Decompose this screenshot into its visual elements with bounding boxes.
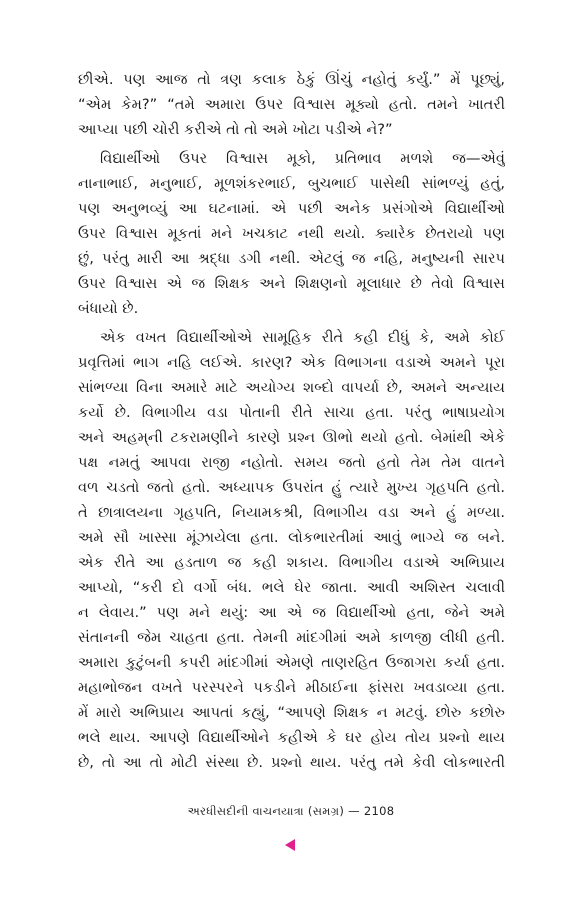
- text-line: છીએ. પણ આજ તો ત્રણ કલાક ઠેકું ઊંચું નહોતું કર્યું.” મેં પૂછ્યું,: [78, 71, 505, 88]
- text-line: વળ ચડતો જતો હતો. અધ્યાપક ઉપરાંત હું ત્યારે મુખ્ય ગૃહપતિ હતો.: [78, 479, 505, 496]
- text-line: છું, પરંતુ મારી આ શ્રદ્ધા ડગી નથી. એટલું જ નહિ, મનુષ્યની સારપ: [78, 250, 505, 267]
- text-line: નાનાભાઈ, મનુભાઈ, મૂળશંકરભાઈ, બુચભાઈ પાસેથી સાંભળ્યું હતું,: [78, 175, 505, 192]
- text-line: પક્ષ નમતું આપવા રાજી નહોતો. સમય જતો હતો તેમ તેમ વાતને: [78, 454, 505, 471]
- text-line: મહાભોજન વખતે પરસ્પરને પકડીને મીઠાઈના ફાંસરા ખવડાવ્યા હતા.: [78, 679, 505, 696]
- text-line: ભલે થાય. આપણે વિદ્યાર્થીઓને કહીએ કે ઘર હોય તોય પ્રશ્નો થાય: [78, 729, 505, 746]
- text-line: વિદ્યાર્થીઓ ઉપર વિશ્વાસ મૂકો, પ્રતિભાવ મળશે જ—એવું: [100, 150, 505, 167]
- text-line: “એમ કેમ?” “તમે અમારા ઉપર વિશ્વાસ મૂક્યો હતો. તમને ખાતરી: [78, 96, 505, 113]
- text-line: ઉપર વિશ્વાસ એ જ શિક્ષક અને શિક્ષણનો મૂલાધાર છે તેવો વિશ્વાસ: [78, 275, 505, 292]
- text-line: પણ અનુભવ્યું આ ઘટનામાં. એ પછી અનેક પ્રસંગોએ વિદ્યાર્થીઓ: [78, 200, 505, 217]
- text-line: અમારા કુટુંબની કપરી માંદગીમાં એમણે તાણરહિત ઉજાગરા કર્યા હતા.: [78, 654, 505, 671]
- text-line: છે, તો આ તો મોટી સંસ્થા છે. પ્રશ્નો થાય. પરંતુ તમે કેવી લોકભારતી: [78, 754, 505, 771]
- text-line: અને અહમ્‌ની ટકરામણીને કારણે પ્રશ્ન ઊભો થયો હતો. બેમાંથી એકે: [78, 429, 505, 446]
- text-line: આપ્યા પછી ચોરી કરીએ તો તો અમે ખોટા પડીએ ને?”: [78, 121, 393, 138]
- text-line: મેં મારો અભિપ્રાય આપતાં કહ્યું, “આપણે શિક્ષક ન મટવું. છોરુ કછોરુ: [78, 704, 505, 721]
- text-line: ન લેવાય.” પણ મને થયું: આ એ જ વિદ્યાર્થીઓ હતા, જેને અમે: [78, 604, 505, 621]
- text-line: અમે સૌ ખાસ્સા મૂંઝાયેલા હતા. લોકભારતીમાં આવું ભાગ્યે જ બને.: [78, 529, 505, 546]
- text-line: ઉપર વિશ્વાસ મૂકતાં મને ખચકાટ નથી થયો. ક્યારેક છેતરાયો પણ: [78, 225, 505, 242]
- text-line: આપ્યો, “કરી દો વર્ગો બંધ. ભલે ઘેર જાતા. આવી અશિસ્ત ચલાવી: [78, 579, 505, 596]
- text-line: પ્રવૃત્તિમાં ભાગ નહિ લઈએ. કારણ? એક વિભાગના વડાએ અમને પૂરા: [78, 354, 505, 371]
- text-line: એક રીતે આ હડતાળ જ કહી શકાય. વિભાગીય વડાએ અભિપ્રાય: [78, 554, 505, 571]
- text-line: બંધાયો છે.: [78, 300, 139, 317]
- text-line: તે છાત્રાલયના ગૃહપતિ, નિયામકશ્રી, વિભાગીય વડા અને હું મળ્યા.: [78, 504, 505, 521]
- page-footer: અરધીસદીની વાચનયાત્રા (સમગ્ર) — 2108: [187, 804, 395, 818]
- left-triangle-icon[interactable]: [285, 839, 295, 851]
- text-line: સાંભળ્યા વિના અમારે માટે અયોગ્ય શબ્દો વાપર્યા છે, અમને અન્યાય: [78, 379, 505, 396]
- text-line: કર્યો છે. વિભાગીય વડા પોતાની રીતે સાચા હતા. પરંતુ ભાષાપ્રયોગ: [78, 404, 505, 421]
- text-line: સંતાનની જેમ ચાહતા હતા. તેમની માંદગીમાં અમે કાળજી લીધી હતી.: [78, 629, 505, 646]
- text-line: એક વખત વિદ્યાર્થીઓએ સામૂહિક રીતે કહી દીધું કે, અમે કોઈ: [100, 329, 505, 346]
- body-text: [78, 67, 505, 775]
